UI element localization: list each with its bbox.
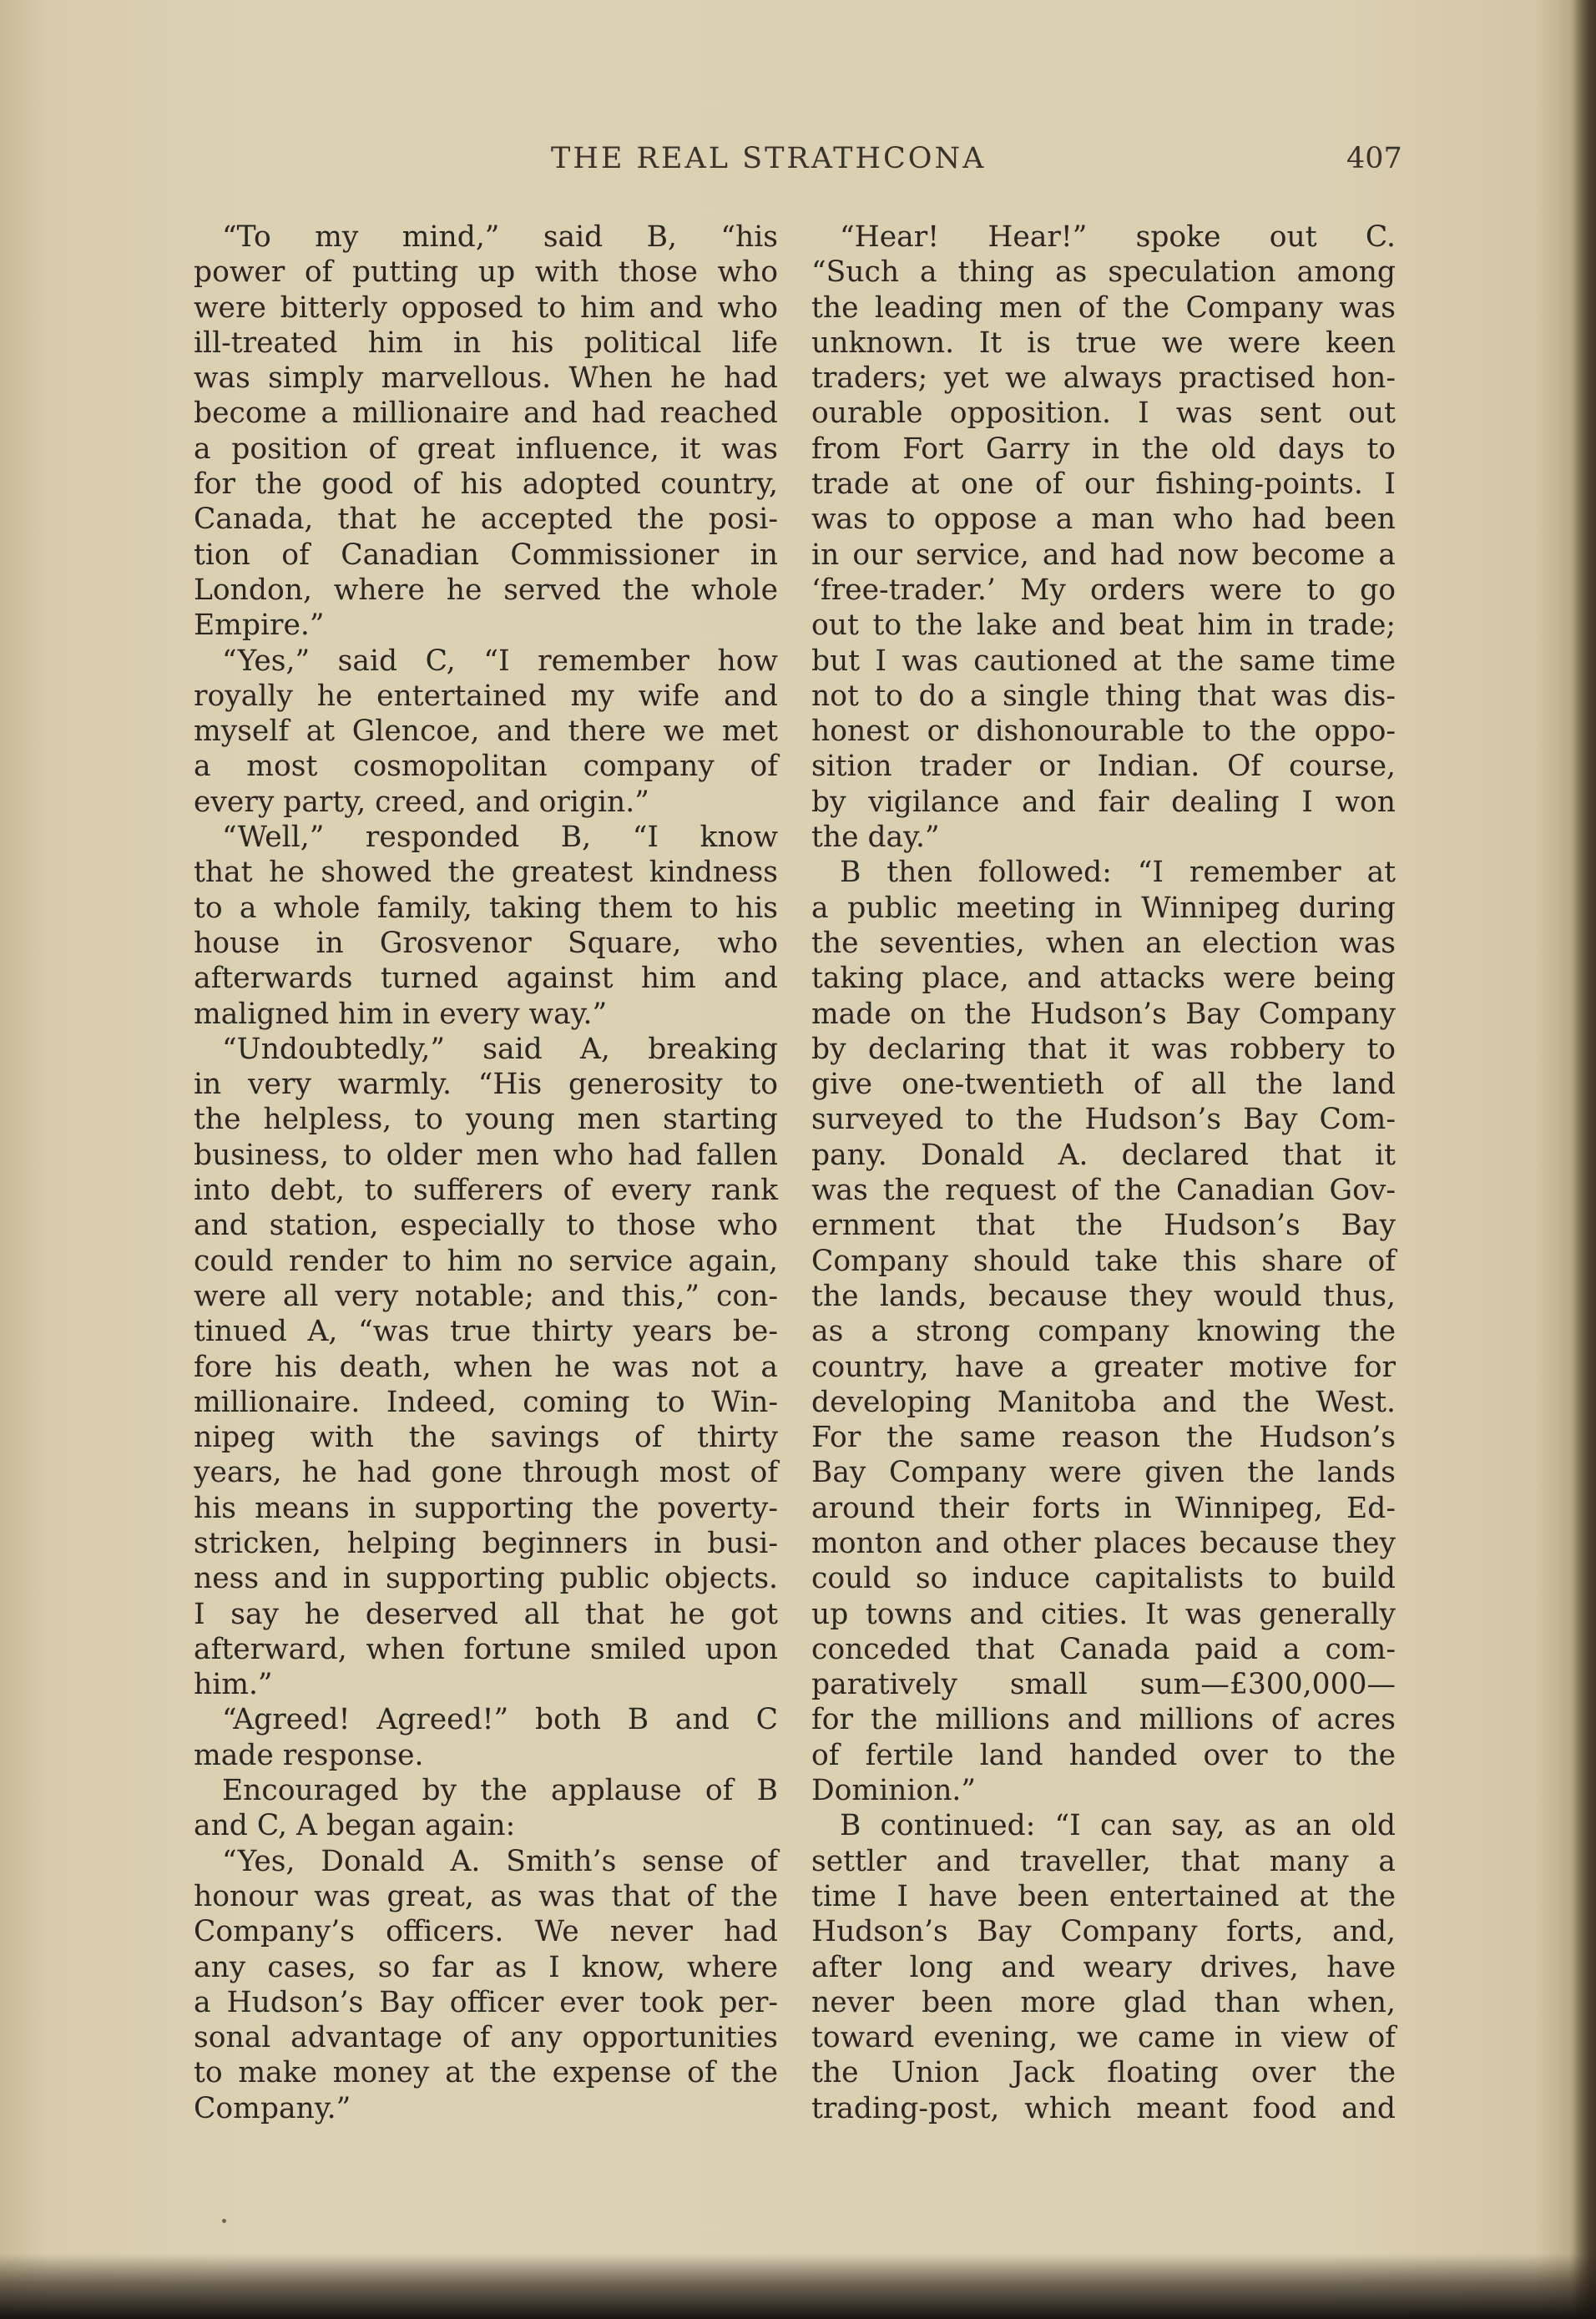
text-line: country, have a greater motive for	[811, 1350, 1396, 1384]
text-line: toward evening, we came in view of	[811, 2021, 1396, 2055]
text-line: around their forts in Winnipeg, Ed-	[811, 1491, 1396, 1525]
text-line: the day.”	[811, 821, 940, 855]
text-line: Dominion.”	[811, 1774, 977, 1808]
text-line: a Hudson’s Bay officer ever took per-	[194, 1985, 778, 2019]
text-line: give one-twentieth of all the land	[811, 1068, 1396, 1102]
text-line: “To my mind,” said B, “his	[222, 220, 778, 254]
text-line: time I have been entertained at the	[811, 1879, 1396, 1913]
text-line: every party, creed, and origin.”	[194, 785, 649, 819]
text-line: the seventies, when an election was	[811, 926, 1396, 960]
text-line: “Hear! Hear!” spoke out C.	[840, 220, 1396, 254]
running-header-title: THE REAL STRATHCONA	[551, 142, 987, 175]
text-line: a public meeting in Winnipeg during	[811, 891, 1396, 925]
text-line: Hudson’s Bay Company forts, and,	[811, 1915, 1396, 1949]
text-line: made on the Hudson’s Bay Company	[811, 997, 1396, 1031]
text-line: nipeg with the savings of thirty	[194, 1421, 778, 1455]
text-line: made response.	[194, 1738, 424, 1772]
text-line: Company.”	[194, 2091, 351, 2125]
text-line: For the same reason the Hudson’s	[811, 1421, 1396, 1455]
left-text-column	[194, 220, 778, 2126]
text-line: could so induce capitalists to build	[811, 1562, 1396, 1596]
text-line: settler and traveller, that many a	[811, 1844, 1396, 1878]
text-line: Empire.”	[194, 609, 325, 643]
text-line: tion of Canadian Commissioner in	[194, 538, 778, 572]
text-line: were bitterly opposed to him and who	[194, 291, 778, 325]
text-line: sonal advantage of any opportunities	[194, 2021, 778, 2055]
text-line: any cases, so far as I know, where	[194, 1950, 778, 1984]
text-line: the leading men of the Company was	[811, 291, 1396, 325]
ink-speck	[222, 2219, 226, 2223]
text-line: developing Manitoba and the West.	[811, 1385, 1396, 1419]
text-line: “Well,” responded B, “I know	[222, 821, 778, 855]
text-line: of fertile land handed over to the	[811, 1738, 1396, 1772]
text-line: “Yes,” said C, “I remember how	[222, 644, 778, 678]
text-line: not to do a single thing that was dis-	[811, 679, 1396, 713]
text-line: was simply marvellous. When he had	[194, 361, 778, 396]
text-line: were all very notable; and this,” con-	[194, 1279, 778, 1313]
text-line: afterwards turned against him and	[194, 962, 778, 996]
text-line: business, to older men who had fallen	[194, 1138, 778, 1172]
text-line: Bay Company were given the lands	[811, 1456, 1396, 1490]
text-line: sition trader or Indian. Of course,	[811, 750, 1396, 784]
text-line: stricken, helping beginners in busi-	[194, 1526, 778, 1560]
text-line: the lands, because they would thus,	[811, 1279, 1396, 1313]
text-line: I say he deserved all that he got	[194, 1597, 778, 1631]
text-line: surveyed to the Hudson’s Bay Com-	[811, 1103, 1396, 1137]
text-line: from Fort Garry in the old days to	[811, 432, 1396, 466]
text-line: up towns and cities. It was generally	[811, 1597, 1396, 1631]
text-line: the helpless, to young men starting	[194, 1103, 778, 1137]
gutter-shadow	[1569, 0, 1596, 2319]
text-line: pany. Donald A. declared that it	[811, 1138, 1396, 1172]
text-line: house in Grosvenor Square, who	[194, 926, 778, 960]
page-number: 407	[1346, 142, 1402, 175]
text-line: him.”	[194, 1668, 273, 1702]
text-line: was to oppose a man who had been	[811, 503, 1396, 537]
text-line: in very warmly. “His generosity to	[194, 1068, 778, 1102]
page-edge-shadow	[0, 2254, 1596, 2319]
text-line: London, where he served the whole	[194, 573, 778, 607]
text-line: fore his death, when he was not a	[194, 1350, 778, 1384]
text-line: “Yes, Donald A. Smith’s sense of	[222, 1844, 778, 1878]
text-line: as a strong company knowing the	[811, 1315, 1396, 1349]
text-line: power of putting up with those who	[194, 255, 778, 290]
text-line: ill-treated him in his political life	[194, 326, 778, 360]
text-line: become a millionaire and had reached	[194, 397, 778, 431]
text-line: B then followed: “I remember at	[840, 856, 1396, 890]
text-line: for the good of his adopted country,	[194, 467, 778, 502]
text-line: and station, especially to those who	[194, 1209, 778, 1243]
text-line: “Agreed! Agreed!” both B and C	[222, 1703, 778, 1737]
text-line: monton and other places because they	[811, 1526, 1396, 1560]
text-line: “Such a thing as speculation among	[811, 255, 1396, 290]
text-line: into debt, to sufferers of every rank	[194, 1174, 778, 1208]
text-line: to a whole family, taking them to his	[194, 891, 778, 925]
text-line: was the request of the Canadian Gov-	[811, 1174, 1396, 1208]
text-line: never been more glad than when,	[811, 1985, 1396, 2019]
text-line: Company’s officers. We never had	[194, 1915, 778, 1949]
text-line: and C, A began again:	[194, 1809, 516, 1843]
text-line: the Union Jack floating over the	[811, 2056, 1396, 2090]
text-line: trade at one of our fishing-points. I	[811, 467, 1396, 502]
text-line: a most cosmopolitan company of	[194, 750, 778, 784]
text-line: royally he entertained my wife and	[194, 679, 778, 713]
text-line: Company should take this share of	[811, 1244, 1396, 1278]
text-line: to make money at the expense of the	[194, 2056, 778, 2090]
text-line: trading-post, which meant food and	[811, 2091, 1396, 2125]
text-line: ourable opposition. I was sent out	[811, 397, 1396, 431]
text-line: out to the lake and beat him in trade;	[811, 609, 1396, 643]
text-line: honest or dishonourable to the oppo-	[811, 715, 1396, 749]
text-line: in our service, and had now become a	[811, 538, 1396, 572]
text-line: unknown. It is true we were keen	[811, 326, 1396, 360]
text-line: ness and in supporting public objects.	[194, 1562, 778, 1596]
text-line: tinued A, “was true thirty years be-	[194, 1315, 778, 1349]
text-line: years, he had gone through most of	[194, 1456, 778, 1490]
text-line: taking place, and attacks were being	[811, 962, 1396, 996]
text-line: Canada, that he accepted the posi-	[194, 503, 778, 537]
right-text-column	[811, 220, 1396, 2126]
text-line: “Undoubtedly,” said A, breaking	[222, 1032, 778, 1066]
text-line: conceded that Canada paid a com-	[811, 1632, 1396, 1666]
text-line: his means in supporting the poverty-	[194, 1491, 778, 1525]
text-line: a position of great influence, it was	[194, 432, 778, 466]
text-line: but I was cautioned at the same time	[811, 644, 1396, 678]
text-line: paratively small sum—£300,000—	[811, 1668, 1396, 1702]
text-line: that he showed the greatest kindness	[194, 856, 778, 890]
text-line: for the millions and millions of acres	[811, 1703, 1396, 1737]
text-line: honour was great, as was that of the	[194, 1879, 778, 1913]
text-line: traders; yet we always practised hon-	[811, 361, 1396, 396]
text-line: could render to him no service again,	[194, 1244, 778, 1278]
text-line: after long and weary drives, have	[811, 1950, 1396, 1984]
text-line: Encouraged by the applause of B	[222, 1774, 778, 1808]
text-line: maligned him in every way.”	[194, 997, 608, 1031]
text-line: ‘free-trader.’ My orders were to go	[811, 573, 1396, 607]
text-line: ernment that the Hudson’s Bay	[811, 1209, 1396, 1243]
text-line: B continued: “I can say, as an old	[840, 1809, 1396, 1843]
text-line: millionaire. Indeed, coming to Win-	[194, 1385, 778, 1419]
text-line: afterward, when fortune smiled upon	[194, 1632, 778, 1666]
text-line: myself at Glencoe, and there we met	[194, 715, 778, 749]
text-line: by vigilance and fair dealing I won	[811, 785, 1396, 819]
text-line: by declaring that it was robbery to	[811, 1032, 1396, 1066]
